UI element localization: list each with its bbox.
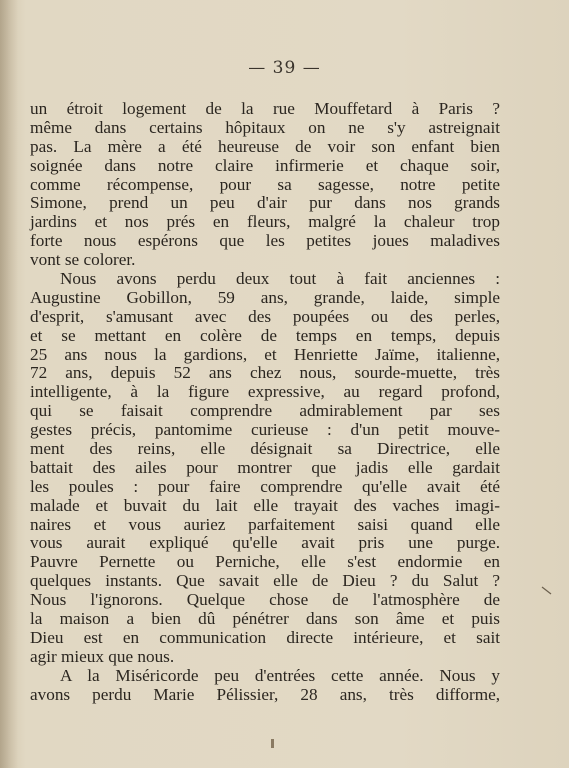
body-text bbox=[30, 100, 500, 705]
text-line: même dans certains hôpitaux on ne s'y astreignait bbox=[30, 117, 500, 137]
text-line: pas. La mère a été heureuse de voir son enfant bien bbox=[30, 136, 500, 156]
text-line: Augustine Gobillon, 59 ans, grande, laide, simple bbox=[30, 287, 500, 307]
text-line: intelligente, à la figure expressive, au regard profond, bbox=[30, 382, 500, 402]
text-line: vont se colorer. bbox=[30, 250, 136, 270]
text-line: qui se faisait comprendre admirablement par ses bbox=[30, 401, 500, 421]
text-line: soignée dans notre claire infirmerie et chaque soir, bbox=[30, 155, 500, 175]
text-line: Dieu est en communication directe intérieure, et sait bbox=[30, 627, 500, 647]
text-line: 72 ans, depuis 52 ans chez nous, sourde-muette, très bbox=[30, 363, 500, 383]
text-line: jardins et nos prés en fleurs, malgré la chaleur trop bbox=[30, 212, 500, 232]
text-line: vous aurait expliqué qu'elle avait pris une purge. bbox=[30, 533, 500, 553]
text-line: Nous l'ignorons. Quelque chose de l'atmosphère de bbox=[30, 590, 500, 610]
text-line: forte nous espérons que les petites joues maladives bbox=[30, 231, 500, 251]
ink-speck bbox=[270, 738, 276, 750]
text-line: un étroit logement de la rue Mouffetard à Paris ? bbox=[30, 99, 500, 118]
text-line: battait des ailes pour montrer que jadis elle gardait bbox=[30, 457, 500, 477]
text-line: les poules : pour faire comprendre qu'elle avait été bbox=[30, 476, 500, 496]
text-line: quelques instants. Que savait elle de Dieu ? du Salut ? bbox=[30, 571, 500, 591]
text-line: Simone, prend un peu d'air pur dans nos grands bbox=[30, 193, 500, 213]
text-line: avons perdu Marie Pélissier, 28 ans, très difforme, bbox=[30, 684, 500, 704]
text-line: malade et buvait du lait elle trayait des vaches imagi- bbox=[30, 495, 500, 515]
text-line: 25 ans nous la gardions, et Henriette Jaïme, italienne, bbox=[30, 344, 500, 364]
page-number: — 39 — bbox=[248, 58, 321, 78]
text-line: A la Miséricorde peu d'entrées cette année. Nous y bbox=[60, 665, 500, 685]
text-line: naires et vous auriez parfaitement saisi quand elle bbox=[30, 514, 500, 534]
text-line: Nous avons perdu deux tout à fait anciennes : bbox=[60, 269, 500, 289]
text-line: d'esprit, s'amusant avec des poupées ou des perles, bbox=[30, 306, 500, 326]
margin-mark bbox=[541, 586, 553, 596]
binding-shadow bbox=[0, 0, 18, 768]
text-line: comme récompense, pour sa sagesse, notre petite bbox=[30, 174, 500, 194]
text-line: ment des reins, elle désignait sa Directrice, elle bbox=[30, 439, 500, 459]
text-line: et se mettant en colère de temps en temps, depuis bbox=[30, 325, 500, 345]
text-line: Pauvre Pernette ou Perniche, elle s'est endormie en bbox=[30, 552, 500, 572]
text-line: agir mieux que nous. bbox=[30, 646, 175, 666]
text-line: la maison a bien dû pénétrer dans son âme et puis bbox=[30, 609, 500, 629]
text-line: gestes précis, pantomime curieuse : d'un petit mouve- bbox=[30, 420, 500, 440]
